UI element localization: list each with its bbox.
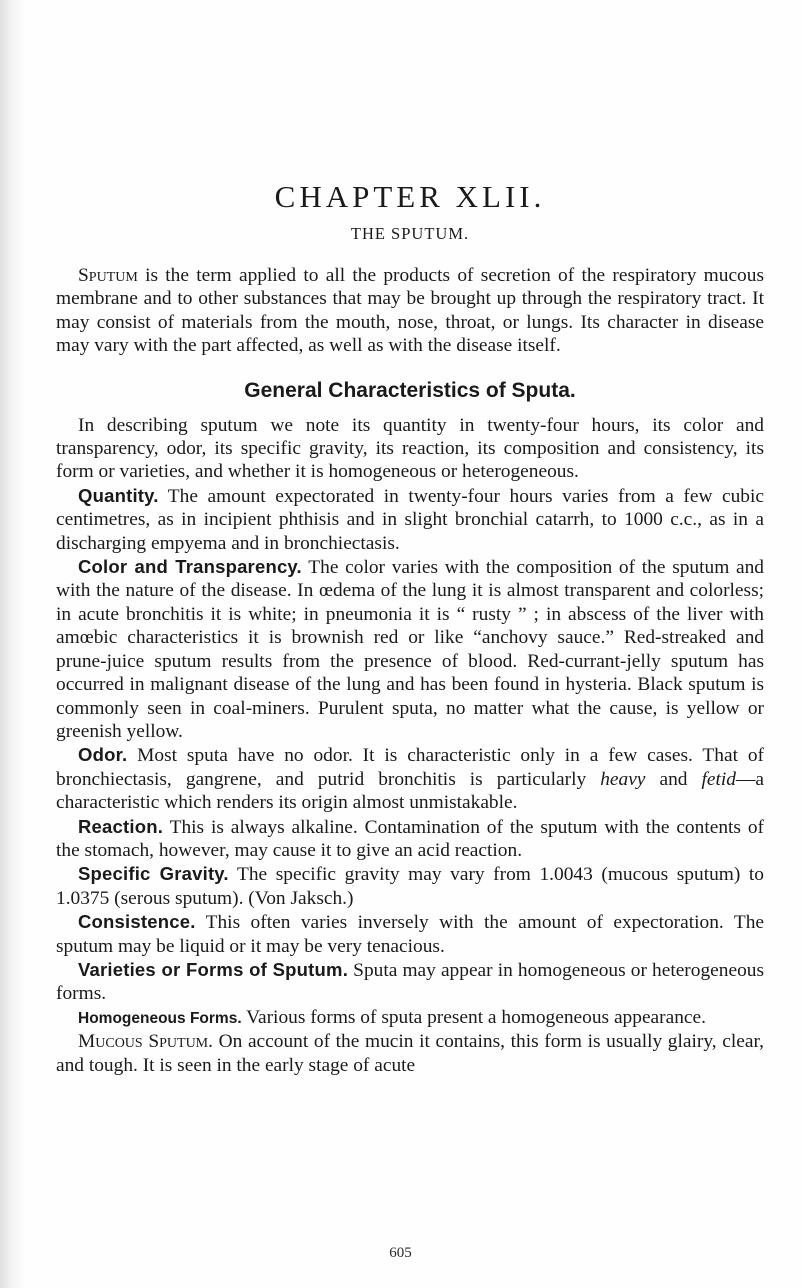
odor-text-b: and: [645, 768, 702, 790]
mucous-heading: Mucous Sputum.: [78, 1031, 213, 1053]
odor-paragraph: [56, 743, 764, 814]
quantity-heading: Quantity.: [78, 484, 159, 506]
intro-text: is the term applied to all the products of secretion of the respiratory mucous membrane and to other substances that may be brought up through the respiratory tract. It may consist of materials from the mouth, nose, throat, or lungs. Its character in disease may vary with the part affected, as well as with the disease itself.: [56, 265, 764, 357]
varieties-text: Sputa may appear in homogeneous or heterogeneous forms.: [56, 959, 765, 1005]
mucous-text: On account of the mucin it contains, this form is usually glairy, clear, and tough. It is seen in the early stage of acute: [56, 1031, 764, 1076]
odor-emphasis-fetid: fetid: [701, 768, 736, 790]
reaction-paragraph: [56, 815, 764, 863]
homogeneous-text: Various forms of sputa present a homogeneous appearance.: [241, 1006, 706, 1028]
specific-gravity-text: The specific gravity may vary from 1.0043 (mucous sputum) to 1.0375 (serous sputum). (Von Jaksch.): [56, 864, 765, 909]
spine-shadow: [0, 0, 26, 1288]
reaction-text: This is always alkaline. Contamination of the sputum with the contents of the stomach, however, may cause it to give an acid reaction.: [56, 816, 764, 861]
odor-text-c: —a characteristic which renders its origin almost unmistakable.: [56, 768, 764, 814]
intro-paragraph: [56, 264, 764, 358]
reaction-heading: Reaction.: [78, 815, 164, 837]
specific-gravity-heading: Specific Gravity.: [78, 863, 229, 885]
chapter-title: CHAPTER XLII.: [274, 179, 546, 214]
mucous-paragraph: [56, 1030, 764, 1077]
color-heading: Color and Transparency.: [78, 556, 302, 578]
homogeneous-heading: Homogeneous Forms.: [78, 1009, 242, 1027]
text-column: [56, 178, 764, 1077]
consistence-heading: Consistence.: [78, 911, 196, 933]
odor-emphasis-heavy: heavy: [600, 768, 646, 790]
quantity-text: The amount expectorated in twenty-four hours varies from a few cubic centimetres, as in incipient phthisis and in slight bronchial catarrh, to 1000 c.c., as in a discharging empyema and in bronchiectasis.: [56, 485, 764, 554]
page-number: 605: [389, 1245, 412, 1261]
varieties-paragraph: [56, 958, 764, 1006]
specific-gravity-paragraph: [56, 862, 764, 910]
section-heading: General Characteristics of Sputa.: [244, 378, 576, 402]
consistence-text: This often varies inversely with the amount of expectoration. The sputum may be liquid or it may be very tenacious.: [56, 912, 764, 957]
homogeneous-paragraph: [56, 1006, 764, 1030]
color-paragraph: [56, 555, 764, 743]
color-text: The color varies with the composition of the sputum and with the nature of the disease. In œdema of the lung it is almost transparent and colorless; in acute bronchitis it is white; in pneumonia it is “ rusty ” ; in abscess of the liver with amœbic characteristics it is brownish red or like “anchovy sauce.” Red-streaked and prune-juice sputum results from the presence of blood. Red-currant-jelly sputum has occurred in malignant disease of the lung and has been found in hysteria. Black sputum is commonly seen in coal-miners. Purulent sputa, no matter what the cause, is yellow or greenish yellow.: [56, 557, 765, 742]
intro-lead: Sputum: [78, 265, 138, 286]
chapter-subtitle: THE SPUTUM.: [350, 224, 470, 243]
odor-heading: Odor.: [78, 744, 128, 766]
odor-text-a: Most sputa have no odor. It is characteristic only in a few cases. That of bronchiectasis, gangrene, and putrid bronchitis is particularly: [56, 745, 764, 790]
consistence-paragraph: [56, 910, 764, 958]
varieties-heading: Varieties or Forms of Sputum.: [78, 958, 349, 980]
quantity-paragraph: [56, 484, 764, 555]
describing-paragraph: In describing sputum we note its quantity in twenty-four hours, its color and transparency, odor, its specific gravity, its reaction, its composition and consistency, its form or varieties, and whether it is homogeneous or heterogeneous.: [56, 414, 764, 483]
